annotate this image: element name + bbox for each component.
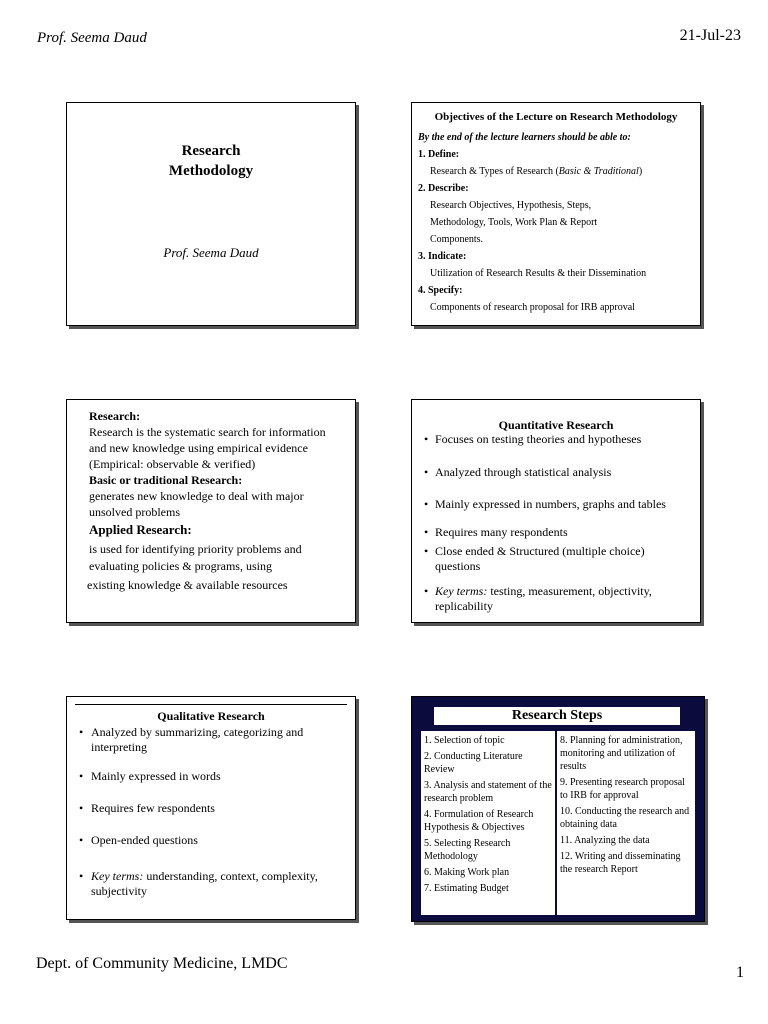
applied-research-heading: Applied Research:	[89, 522, 192, 537]
quantitative-bullet: • Requires many respondents	[424, 525, 692, 540]
qualitative-title: Qualitative Research	[157, 709, 265, 723]
objectives-title: Objectives of the Lecture on Research Methodology	[434, 111, 678, 123]
header-date: 21-Jul-23	[679, 27, 741, 44]
step-item: 4. Formulation of Research Hypothesis & Objectives	[424, 809, 534, 833]
page-number: 1	[736, 964, 744, 981]
objective-describe-text-1: Research Objectives, Hypothesis, Steps,	[430, 200, 592, 211]
research-text-1: Research is the systematic search for information	[89, 425, 326, 439]
qualitative-bullet: • Requires few respondents	[79, 801, 347, 816]
slide-quantitative-research	[411, 399, 701, 623]
objective-describe-text-3: Components.	[430, 234, 484, 245]
research-text-2: and new knowledge using empirical evidence	[89, 441, 308, 455]
research-steps-title: Research Steps	[434, 707, 680, 725]
step-item: 2. Conducting Literature Review	[424, 751, 523, 775]
step-item: 11. Analyzing the data	[560, 835, 650, 846]
objective-indicate-heading: 3. Indicate:	[418, 251, 467, 262]
objective-specify-heading: 4. Specify:	[418, 285, 463, 296]
header-author: Prof. Seema Daud	[37, 30, 147, 46]
basic-research-heading: Basic or traditional Research:	[89, 473, 243, 487]
research-text-3: (Empirical: observable & verified)	[89, 457, 256, 471]
objective-describe-text-2: Methodology, Tools, Work Plan & Report	[430, 217, 598, 228]
quantitative-bullet: • Close ended & Structured (multiple choice) questions	[424, 544, 692, 574]
objective-define-text: Research & Types of Research (Basic & Traditional)	[430, 166, 643, 177]
steps-column-left	[421, 731, 555, 915]
qualitative-bullet: • Mainly expressed in words	[79, 769, 347, 784]
step-item: 8. Planning for administration, monitoring and utilization of results	[560, 735, 683, 772]
objective-define-heading: 1. Define:	[418, 149, 460, 160]
slide-research-steps	[411, 696, 705, 922]
applied-research-text-1: is used for identifying priority problems and	[89, 542, 302, 556]
step-item: 10. Conducting the research and obtaining data	[560, 806, 690, 830]
slide-qualitative-research	[66, 696, 356, 920]
qualitative-bullet: • Open-ended questions	[79, 833, 347, 848]
applied-research-text-2: evaluating policies & programs, using	[89, 559, 272, 573]
qualitative-bullet: • Key terms: understanding, context, complexity, subjectivity	[79, 869, 347, 899]
quantitative-bullet: • Analyzed through statistical analysis	[424, 465, 692, 480]
quantitative-title: Quantitative Research	[498, 418, 614, 432]
quantitative-bullet: • Key terms: testing, measurement, objectivity, replicability	[424, 584, 692, 614]
title-rule	[75, 704, 347, 705]
slide-research-definitions	[66, 399, 356, 623]
basic-research-text-2: unsolved problems	[89, 505, 180, 519]
quantitative-bullet: • Mainly expressed in numbers, graphs and tables	[424, 497, 692, 512]
objective-describe-heading: 2. Describe:	[418, 183, 469, 194]
steps-column-right	[557, 731, 695, 915]
quantitative-bullet: • Focuses on testing theories and hypotheses	[424, 432, 692, 447]
objective-indicate-text: Utilization of Research Results & their Dissemination	[430, 268, 647, 279]
slide-objectives	[411, 102, 701, 326]
step-item: 1. Selection of topic	[424, 735, 505, 746]
slide-title-author: Prof. Seema Daud	[163, 245, 259, 260]
slide-title-heading: Research Methodology	[168, 143, 254, 179]
objective-specify-text: Components of research proposal for IRB approval	[430, 302, 635, 313]
step-item: 5. Selecting Research Methodology	[424, 838, 511, 862]
objectives-intro: By the end of the lecture learners should be able to:	[418, 132, 631, 143]
step-item: 7. Estimating Budget	[424, 883, 509, 894]
research-heading: Research:	[89, 409, 141, 423]
step-item: 3. Analysis and statement of the research problem	[424, 780, 552, 804]
step-item: 6. Making Work plan	[424, 867, 510, 878]
step-item: 9. Presenting research proposal to IRB for approval	[560, 777, 685, 801]
qualitative-bullet: • Analyzed by summarizing, categorizing and interpreting	[79, 725, 347, 755]
applied-research-text-3: existing knowledge & available resources	[87, 578, 288, 592]
slide-title	[66, 102, 356, 326]
step-item: 12. Writing and disseminating the research Report	[560, 851, 681, 875]
basic-research-text-1: generates new knowledge to deal with major	[89, 489, 304, 503]
footer-department: Dept. of Community Medicine, LMDC	[36, 955, 288, 972]
